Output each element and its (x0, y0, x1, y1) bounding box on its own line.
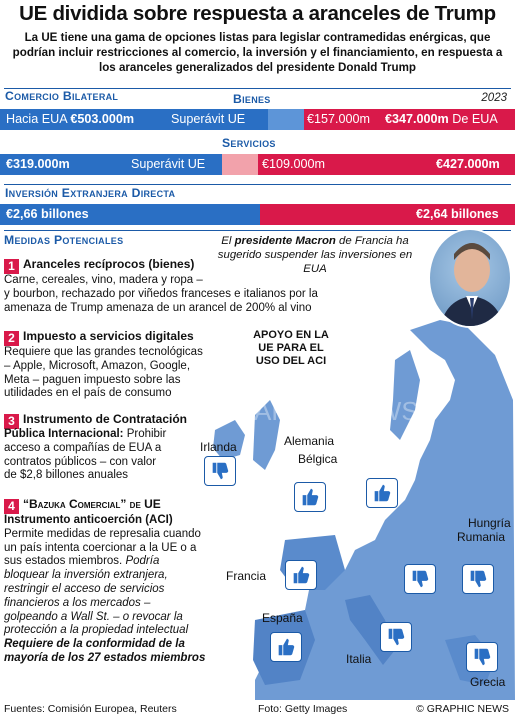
measure-1-title: 1 Aranceles recíprocos (bienes) (4, 257, 194, 274)
fdi-right-value: €2,64 billones (416, 207, 499, 221)
measure-1-body: Carne, cereales, vino, madera y ropa – y bourbon, rechazado por viñedos franceses e italianos por la amenaza de Trump amenaza de un arancel de 200% al vino (4, 274, 318, 314)
services-small-value: €109.000m (262, 157, 326, 171)
divider (4, 184, 511, 185)
country-label-irlanda: Irlanda (200, 440, 237, 454)
fdi-label: Inversión Extranjera Directa (5, 186, 176, 200)
trade-section-label: Comercio Bilateral (5, 89, 119, 103)
thumbs-up-icon (270, 632, 302, 662)
country-label-belgica: Bélgica (298, 452, 338, 466)
sources-credit: Fuentes: Comisión Europea, Reuters (4, 703, 177, 715)
services-left-value: €319.000m (6, 157, 70, 171)
thumbs-down-icon (466, 642, 498, 672)
thumbs-down-icon (404, 564, 436, 594)
thumbs-up-icon (366, 478, 398, 508)
thumbs-up-icon (285, 560, 317, 590)
services-surplus-bar (222, 154, 258, 175)
divider (4, 230, 511, 231)
goods-to-us-label: Hacia EUA €503.000m (6, 112, 135, 126)
measure-2-title: 2 Impuesto a servicios digitales (4, 329, 194, 346)
country-label-hungria: Hungría (468, 516, 511, 530)
country-label-francia: Francia (226, 569, 267, 583)
country-label-italia: Italia (346, 652, 372, 666)
country-label-alemania: Alemania (284, 434, 335, 448)
services-right-value: €427.000m (436, 157, 500, 171)
goods-label: Bienes (233, 92, 271, 106)
thumbs-down-icon (204, 456, 236, 486)
measure-4-title: 4 “Bazuka Comercial” de UE (4, 497, 161, 514)
thumbs-down-icon (462, 564, 494, 594)
macron-caption: El presidente Macron de Francia ha sugerido suspender las inversiones en EUA (217, 235, 413, 275)
measure-3-body: Pública Internacional: Prohibir acceso a compañías de EUA a contratos públicos – con valor de $2,8 billones anuales (4, 428, 167, 482)
measures-heading: Medidas Potenciales (4, 233, 124, 247)
goods-from-us-label: €347.000m De EUA (385, 112, 498, 126)
page-title: UE dividida sobre respuesta a aranceles de Trump (19, 2, 496, 25)
country-label-grecia: Grecia (470, 675, 506, 689)
thumbs-down-icon (380, 622, 412, 652)
copyright: © GRAPHIC NEWS (416, 703, 509, 715)
country-label-espana: España (262, 611, 303, 625)
services-surplus-label: Superávit UE (131, 157, 206, 171)
macron-photo (428, 228, 512, 328)
page-subtitle: La UE tiene una gama de opciones listas para legislar contramedidas enérgicas, que podrían incluir restricciones al comercio, la inversión y el financiamiento, en respuesta a los aranceles generalizados del presidente Donald Trump (12, 31, 503, 74)
country-label-rumania: Rumania (457, 530, 506, 544)
services-label: Servicios (222, 136, 276, 150)
fdi-left-value: €2,66 billones (6, 207, 89, 221)
goods-surplus-label: Superávit UE (171, 112, 246, 126)
watermark: GRAPHIC NEWS (215, 396, 419, 426)
photo-credit: Foto: Getty Images (258, 703, 348, 715)
measure-3-title: 3 Instrumento de Contratación (4, 412, 187, 429)
year-label: 2023 (481, 92, 507, 104)
measure-4-body: Instrumento anticoerción (ACI) Permite medidas de represalia cuando un país intenta coercionar a la UE o a sus estados miembros. Podría bloquear la inversión extranjera, restringir el acceso de servicios financieros a los mercados – golpeando a Wall St. – o revocar la protección a la propiedad intelectual Requiere de la conformidad de la mayoría de los 27 estados miembros (4, 514, 206, 664)
measure-2-body: Requiere que las grandes tecnológicas – Apple, Microsoft, Amazon, Google, Meta – paguen impuesto sobre las utilidades en el país de consumo (4, 346, 203, 400)
goods-surplus-bar (268, 109, 304, 130)
aci-support-label: APOYO EN LA UE PARA EL USO DEL ACI (253, 329, 329, 367)
goods-small-value: €157.000m (307, 112, 371, 126)
thumbs-up-icon (294, 482, 326, 512)
